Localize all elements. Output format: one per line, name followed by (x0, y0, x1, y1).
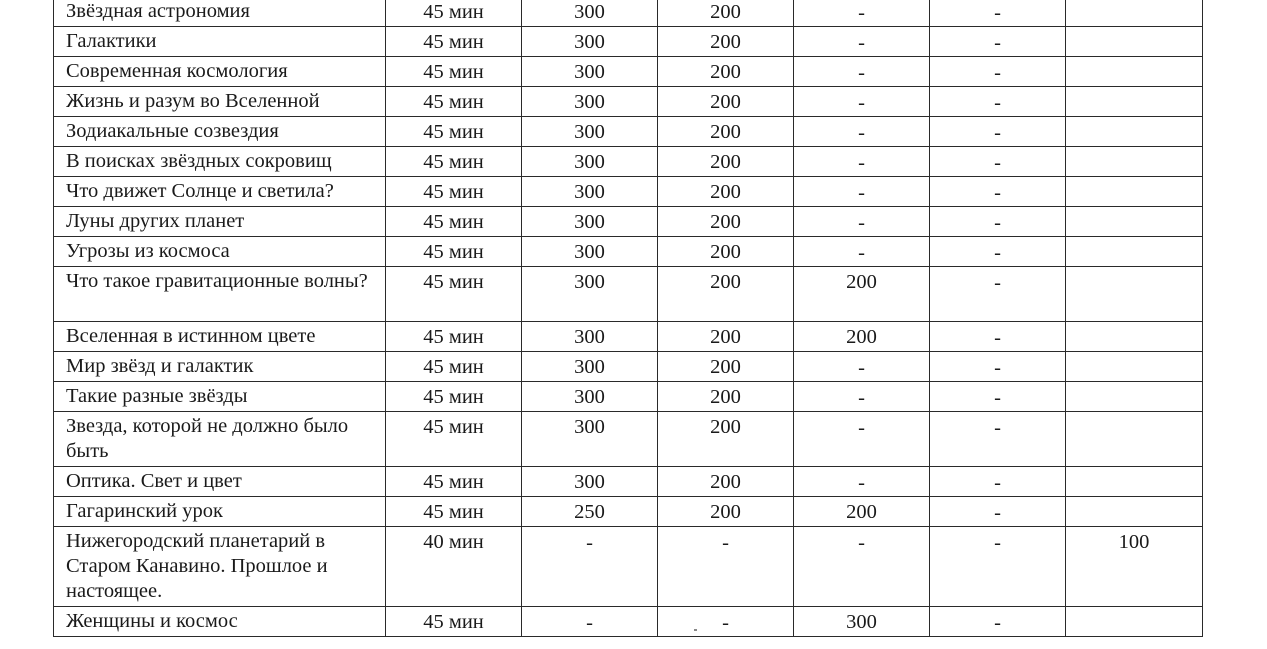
price-cell-2: - (658, 607, 794, 637)
price-cell-4: - (930, 527, 1066, 607)
table-row (54, 467, 1203, 497)
duration-cell: 45 мин (386, 177, 522, 207)
duration-cell: 45 мин (386, 147, 522, 177)
price-cell-4: - (930, 27, 1066, 57)
price-cell-4: - (930, 267, 1066, 322)
price-cell-2: 200 (658, 267, 794, 322)
price-cell-5 (1066, 352, 1203, 382)
price-cell-5 (1066, 497, 1203, 527)
price-cell-5 (1066, 382, 1203, 412)
program-price-table (53, 0, 1203, 637)
price-cell-5 (1066, 177, 1203, 207)
price-cell-1: 300 (522, 382, 658, 412)
price-cell-5 (1066, 322, 1203, 352)
price-cell-3: - (794, 527, 930, 607)
price-cell-1: 300 (522, 267, 658, 322)
price-cell-3: - (794, 0, 930, 27)
table-row (54, 177, 1203, 207)
duration-cell: 40 мин (386, 527, 522, 607)
price-cell-4: - (930, 87, 1066, 117)
price-cell-2: 200 (658, 57, 794, 87)
program-title-cell: В поисках звёздных сокровищ (54, 147, 386, 177)
program-title-cell: Женщины и космос (54, 607, 386, 637)
price-cell-4: - (930, 117, 1066, 147)
table-row (54, 147, 1203, 177)
price-cell-1: 300 (522, 412, 658, 467)
price-cell-4: - (930, 237, 1066, 267)
price-cell-5 (1066, 207, 1203, 237)
price-cell-5 (1066, 412, 1203, 467)
table-row (54, 27, 1203, 57)
price-cell-5 (1066, 147, 1203, 177)
price-cell-4: - (930, 382, 1066, 412)
price-cell-4: - (930, 0, 1066, 27)
duration-cell: 45 мин (386, 57, 522, 87)
duration-cell: 45 мин (386, 607, 522, 637)
table-row (54, 87, 1203, 117)
duration-cell: 45 мин (386, 322, 522, 352)
price-cell-5 (1066, 57, 1203, 87)
price-cell-4: - (930, 57, 1066, 87)
duration-cell: 45 мин (386, 27, 522, 57)
program-title-cell: Оптика. Свет и цвет (54, 467, 386, 497)
price-cell-5 (1066, 237, 1203, 267)
price-cell-1: 300 (522, 467, 658, 497)
table-row (54, 267, 1203, 322)
duration-cell: 45 мин (386, 0, 522, 27)
table-row (54, 527, 1203, 607)
price-cell-3: - (794, 27, 930, 57)
duration-cell: 45 мин (386, 87, 522, 117)
duration-cell: 45 мин (386, 467, 522, 497)
price-cell-1: - (522, 527, 658, 607)
table-row (54, 497, 1203, 527)
price-cell-4: - (930, 352, 1066, 382)
price-cell-5 (1066, 607, 1203, 637)
duration-cell: 45 мин (386, 497, 522, 527)
program-title-cell: Угрозы из космоса (54, 237, 386, 267)
program-title-cell: Звезда, которой не должно было быть (54, 412, 386, 467)
price-cell-1: - (522, 607, 658, 637)
duration-cell: 45 мин (386, 267, 522, 322)
price-cell-1: 300 (522, 177, 658, 207)
price-cell-5 (1066, 117, 1203, 147)
price-cell-1: 300 (522, 117, 658, 147)
price-cell-3: - (794, 467, 930, 497)
price-cell-3: - (794, 207, 930, 237)
price-cell-3: 300 (794, 607, 930, 637)
price-cell-4: - (930, 322, 1066, 352)
program-title-cell: Что движет Солнце и светила? (54, 177, 386, 207)
table-row (54, 607, 1203, 637)
price-cell-2: 200 (658, 322, 794, 352)
program-title-cell: Современная космология (54, 57, 386, 87)
table-row (54, 382, 1203, 412)
price-cell-3: - (794, 57, 930, 87)
price-cell-3: 200 (794, 322, 930, 352)
price-cell-2: 200 (658, 207, 794, 237)
price-cell-4: - (930, 607, 1066, 637)
table-row (54, 237, 1203, 267)
price-cell-1: 300 (522, 322, 658, 352)
price-cell-3: - (794, 412, 930, 467)
price-cell-2: 200 (658, 497, 794, 527)
price-cell-3: - (794, 237, 930, 267)
price-cell-2: 200 (658, 412, 794, 467)
program-title-cell: Жизнь и разум во Вселенной (54, 87, 386, 117)
program-title-cell: Мир звёзд и галактик (54, 352, 386, 382)
program-title-cell: Галактики (54, 27, 386, 57)
program-title-cell: Луны других планет (54, 207, 386, 237)
price-cell-5 (1066, 87, 1203, 117)
price-cell-5: 100 (1066, 527, 1203, 607)
table-row (54, 207, 1203, 237)
price-cell-1: 300 (522, 237, 658, 267)
price-cell-2: 200 (658, 237, 794, 267)
program-title-cell: Нижегородский планетарий в Старом Канавино. Прошлое и настоящее. (54, 527, 386, 607)
price-cell-5 (1066, 0, 1203, 27)
table-body (54, 0, 1203, 637)
price-cell-2: - (658, 527, 794, 607)
price-cell-2: 200 (658, 27, 794, 57)
price-cell-1: 250 (522, 497, 658, 527)
duration-cell: 45 мин (386, 207, 522, 237)
price-cell-4: - (930, 147, 1066, 177)
price-cell-2: 200 (658, 177, 794, 207)
table-row (54, 412, 1203, 467)
program-title-cell: Звёздная астрономия (54, 0, 386, 27)
scan-speck (694, 629, 697, 631)
price-cell-3: - (794, 352, 930, 382)
table-row (54, 0, 1203, 27)
price-cell-3: - (794, 117, 930, 147)
program-title-cell: Зодиакальные созвездия (54, 117, 386, 147)
duration-cell: 45 мин (386, 352, 522, 382)
table-row (54, 322, 1203, 352)
program-title-cell: Что такое гравитационные волны? (54, 267, 386, 322)
price-cell-1: 300 (522, 352, 658, 382)
price-cell-3: - (794, 382, 930, 412)
price-cell-4: - (930, 207, 1066, 237)
price-cell-1: 300 (522, 207, 658, 237)
duration-cell: 45 мин (386, 117, 522, 147)
price-cell-1: 300 (522, 87, 658, 117)
program-title-cell: Такие разные звёзды (54, 382, 386, 412)
price-cell-2: 200 (658, 87, 794, 117)
program-title-cell: Гагаринский урок (54, 497, 386, 527)
price-cell-1: 300 (522, 27, 658, 57)
price-cell-4: - (930, 177, 1066, 207)
price-cell-4: - (930, 412, 1066, 467)
price-cell-1: 300 (522, 57, 658, 87)
price-cell-1: 300 (522, 147, 658, 177)
table-row (54, 117, 1203, 147)
price-cell-5 (1066, 27, 1203, 57)
price-cell-2: 200 (658, 352, 794, 382)
table-row (54, 352, 1203, 382)
price-cell-3: - (794, 177, 930, 207)
price-cell-3: - (794, 147, 930, 177)
price-cell-3: - (794, 87, 930, 117)
price-cell-4: - (930, 497, 1066, 527)
price-cell-1: 300 (522, 0, 658, 27)
price-cell-2: 200 (658, 0, 794, 27)
price-cell-2: 200 (658, 382, 794, 412)
table-row (54, 57, 1203, 87)
price-cell-2: 200 (658, 147, 794, 177)
price-cell-3: 200 (794, 267, 930, 322)
duration-cell: 45 мин (386, 237, 522, 267)
price-cell-4: - (930, 467, 1066, 497)
price-cell-3: 200 (794, 497, 930, 527)
price-cell-2: 200 (658, 117, 794, 147)
duration-cell: 45 мин (386, 412, 522, 467)
program-title-cell: Вселенная в истинном цвете (54, 322, 386, 352)
price-cell-5 (1066, 467, 1203, 497)
price-cell-5 (1066, 267, 1203, 322)
price-cell-2: 200 (658, 467, 794, 497)
duration-cell: 45 мин (386, 382, 522, 412)
